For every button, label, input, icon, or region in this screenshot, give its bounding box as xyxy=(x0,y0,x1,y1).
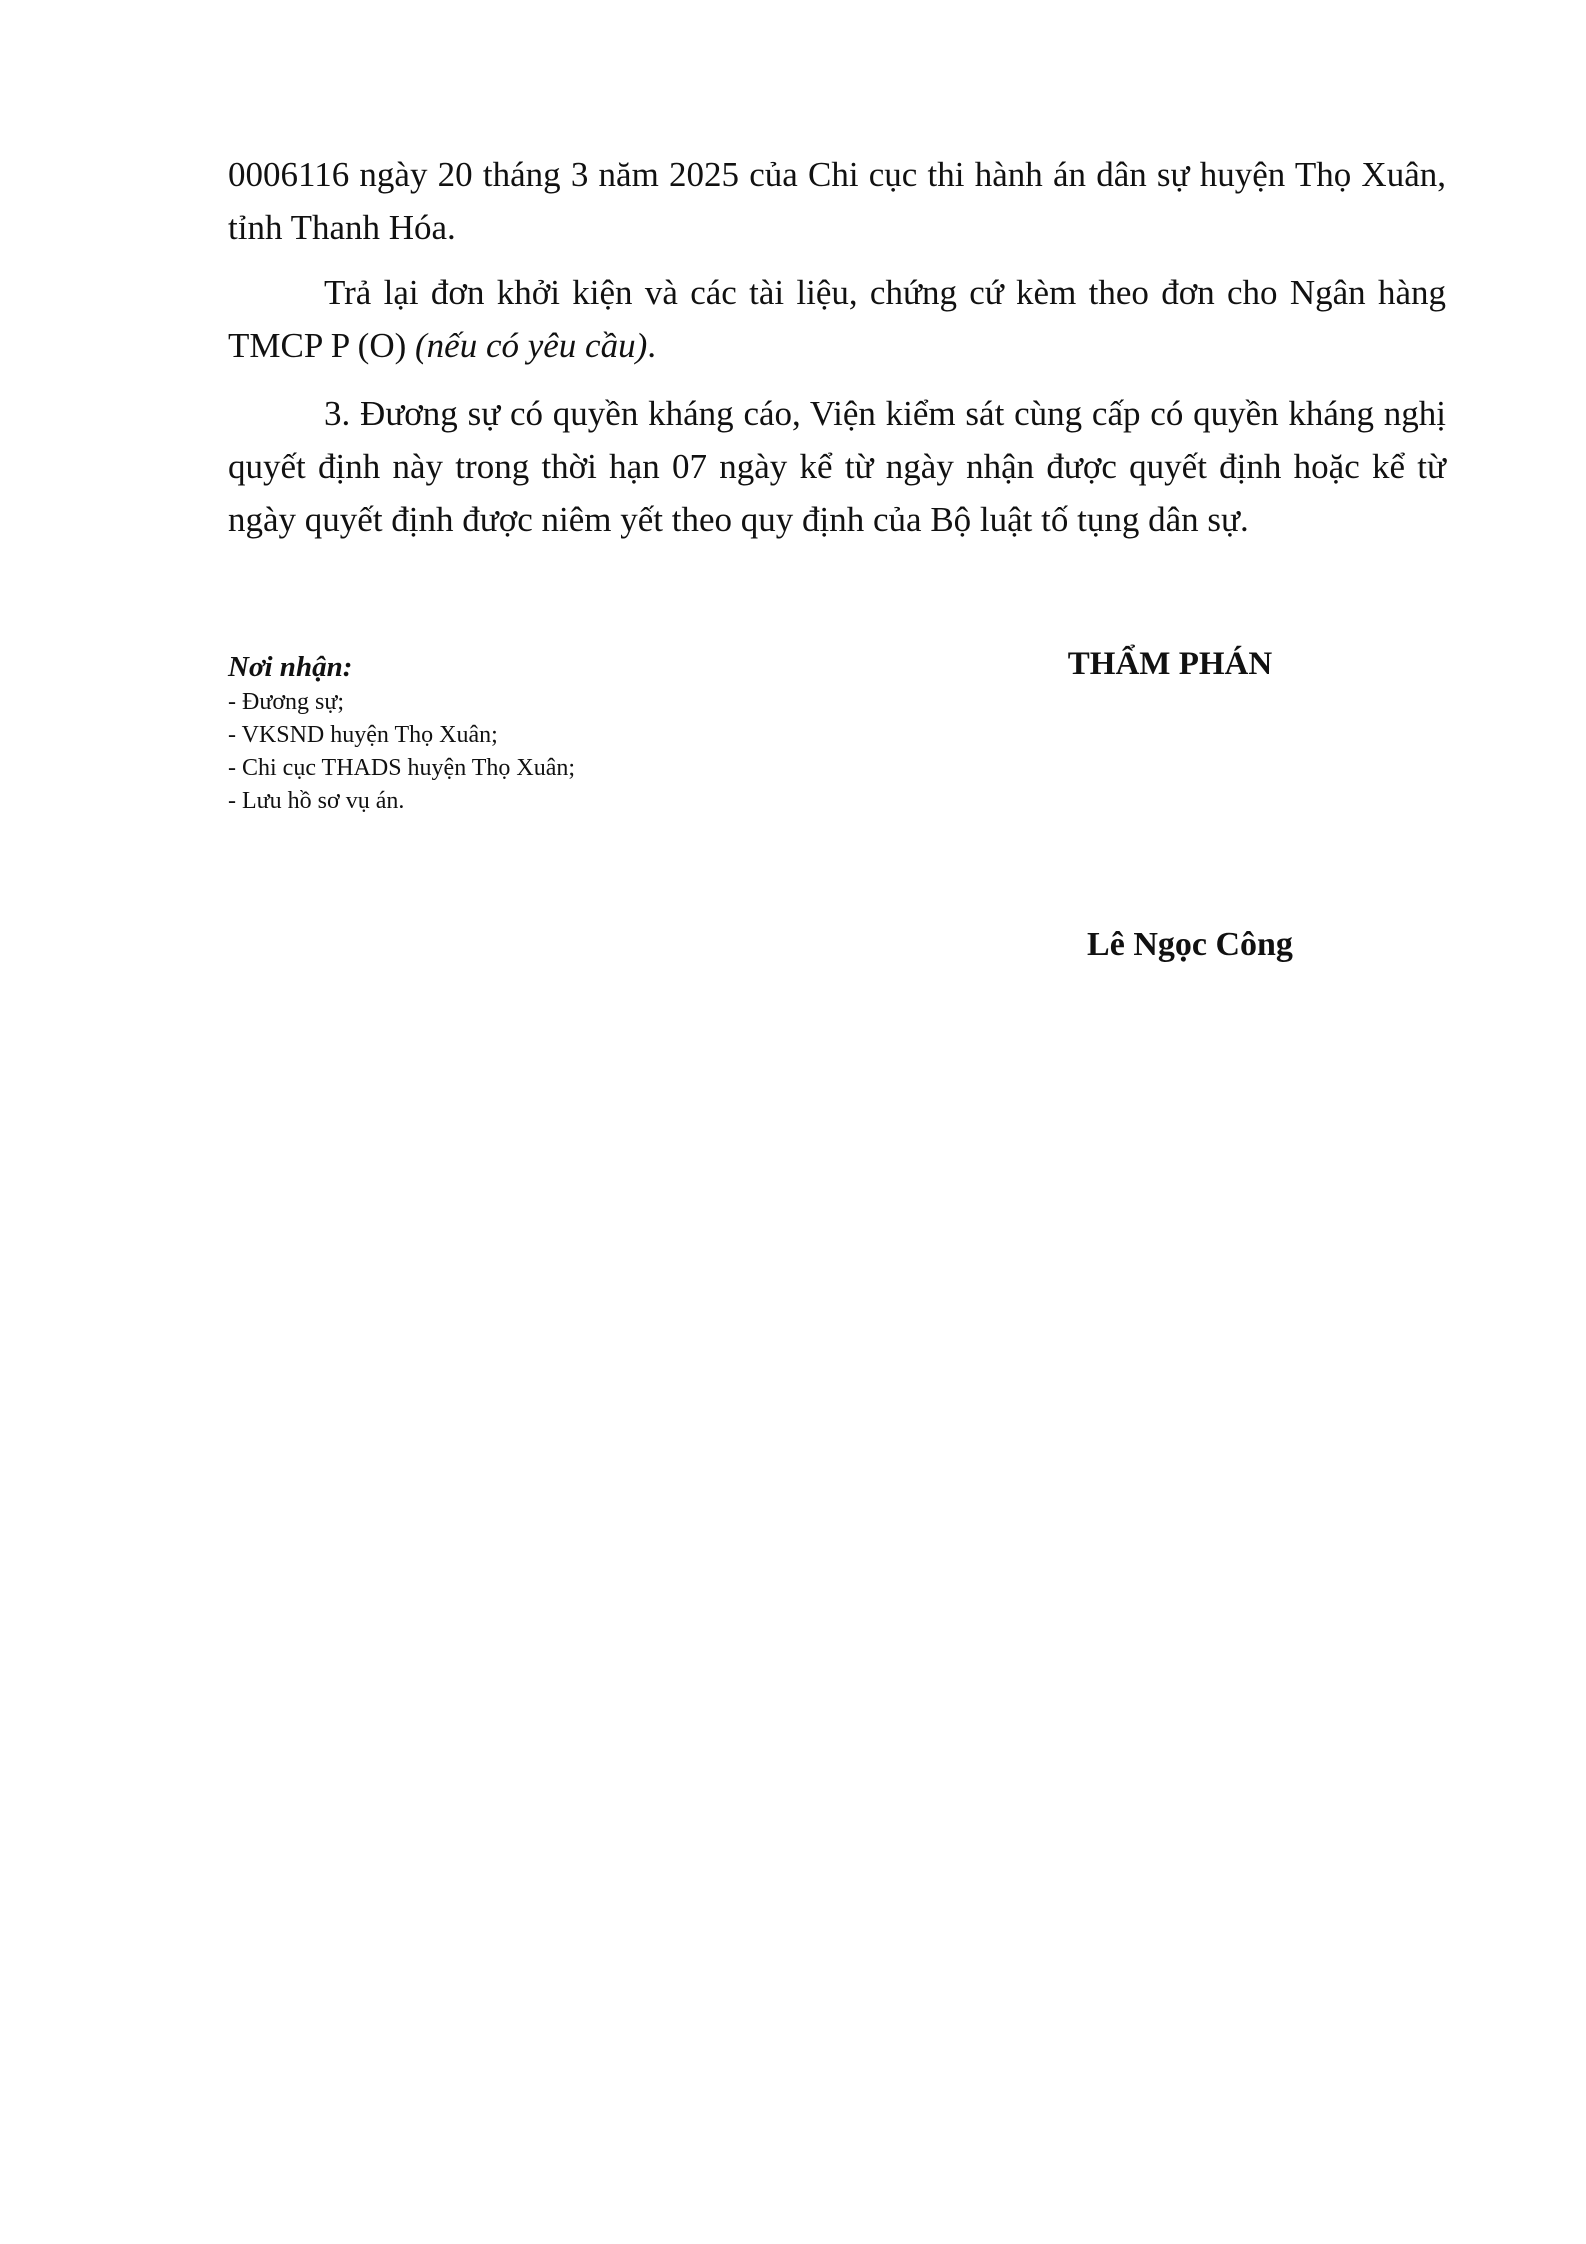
paragraph-appeal-rights: 3. Đương sự có quyền kháng cáo, Viện kiểm sát cùng cấp có quyền kháng nghị quyết định này trong thời hạn 07 ngày kể từ ngày nhận được quyết định hoặc kể từ ngày quyết định được niêm yết theo quy định của Bộ luật tố tụng dân sự. xyxy=(228,394,1446,539)
paragraph-return-petition-note: (nếu có yêu cầu) xyxy=(415,326,648,365)
recipients-heading: Nơi nhận: xyxy=(228,651,353,683)
paragraph-return-petition xyxy=(228,266,1446,372)
recipients-list xyxy=(228,686,928,818)
recipients-block xyxy=(228,648,928,818)
paragraph-continuation: 0006116 ngày 20 tháng 3 năm 2025 của Chi cục thi hành án dân sự huyện Thọ Xuân, tỉnh Thanh Hóa. xyxy=(228,155,1446,247)
paragraph-return-petition-period: . xyxy=(647,326,656,365)
recipient-item: - Chi cục THADS huyện Thọ Xuân; xyxy=(228,752,928,785)
signer-title: THẨM PHÁN xyxy=(1067,646,1273,682)
signer-name: Lê Ngọc Công xyxy=(1087,926,1293,963)
paragraph-return-petition-text: Trả lại đơn khởi kiện và các tài liệu, chứng cứ kèm theo đơn cho Ngân hàng TMCP P (O) xyxy=(228,273,1446,365)
recipient-item: - Lưu hồ sơ vụ án. xyxy=(228,785,928,818)
recipient-item: - Đương sự; xyxy=(228,686,928,719)
recipient-item: - VKSND huyện Thọ Xuân; xyxy=(228,719,928,752)
